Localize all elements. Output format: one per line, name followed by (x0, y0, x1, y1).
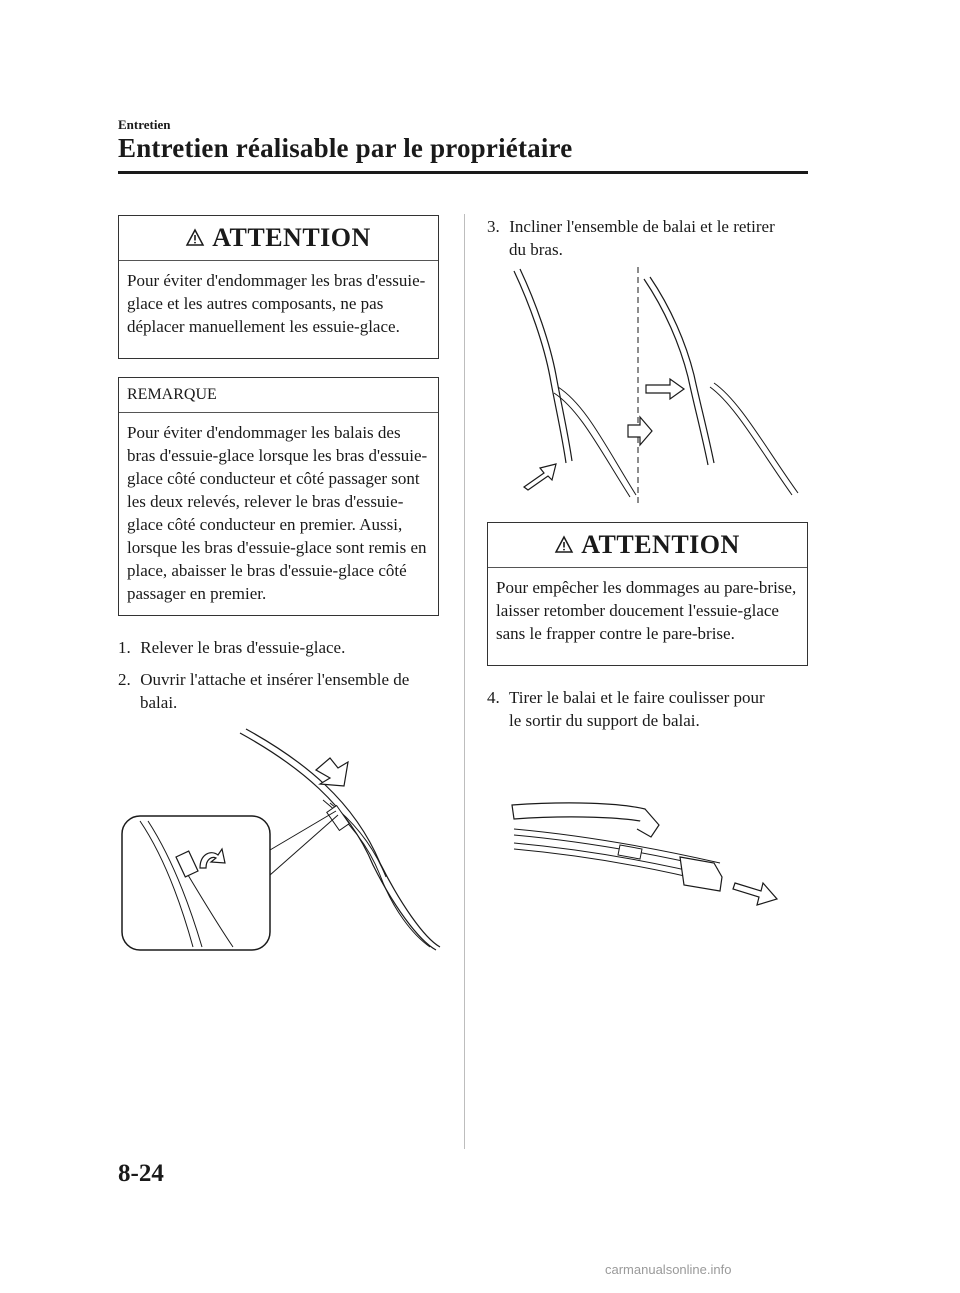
step-text-cont: balai. (140, 693, 178, 712)
step-number: 2. (118, 670, 131, 689)
attention-title: ATTENTION (212, 223, 371, 252)
attention-body: Pour empêcher les dommages au pare-brise, laisser retomber doucement l'essuie-glace sans le frapper contre le pare-brise. (496, 578, 797, 643)
step-number: 3. (487, 217, 500, 236)
attention-box-2 (487, 522, 808, 666)
page-title: Entretien réalisable par le propriétaire (118, 133, 573, 163)
step-text: Ouvrir l'attache et insérer l'ensemble de (140, 670, 410, 689)
remarque-body: Pour éviter d'endommager les balais des bras d'essuie-glace lorsque les bras d'essuie-glace côté conducteur et côté passager sont les deux relevés, relever le bras d'essuie-glace côté conducteur en premier. Aussi, lorsque les bras d'essuie-glace sont remis en place, abaisser le bras d'essuie-glace côté passager en premier. (127, 423, 428, 603)
remarque-box (118, 377, 439, 616)
step-text-cont: le sortir du support de balai. (509, 711, 700, 730)
column-divider (464, 214, 465, 1149)
wiper-slide-illustration (510, 795, 790, 915)
step-2 (118, 668, 453, 714)
attention-title: ATTENTION (581, 530, 740, 559)
step-text-cont: du bras. (509, 240, 563, 259)
warning-icon (186, 229, 204, 247)
attention-box-1 (118, 215, 439, 359)
step-text: Tirer le balai et le faire coulisser pour (508, 688, 765, 707)
page-number: 8-24 (118, 1160, 164, 1187)
step-1 (118, 636, 448, 659)
step-number: 4. (487, 688, 500, 707)
header-rule (118, 171, 808, 174)
attention-header (488, 523, 807, 568)
step-3 (487, 215, 817, 261)
step-4 (487, 686, 817, 732)
wiper-clip-illustration (118, 725, 448, 955)
attention-body: Pour éviter d'endommager les bras d'essuie-glace et les autres composants, ne pas déplacer manuellement les essuie-glace. (127, 271, 426, 336)
wiper-remove-illustration (510, 265, 800, 505)
attention-header (119, 216, 438, 261)
remarque-header: REMARQUE (119, 378, 438, 413)
section-label: Entretien (118, 117, 171, 132)
step-text: Incliner l'ensemble de balai et le retirer (509, 217, 775, 236)
footer-watermark: carmanualsonline.info (605, 1262, 732, 1277)
step-number: 1. (118, 638, 131, 657)
step-text: Relever le bras d'essuie-glace. (140, 638, 346, 657)
warning-icon (555, 536, 573, 554)
